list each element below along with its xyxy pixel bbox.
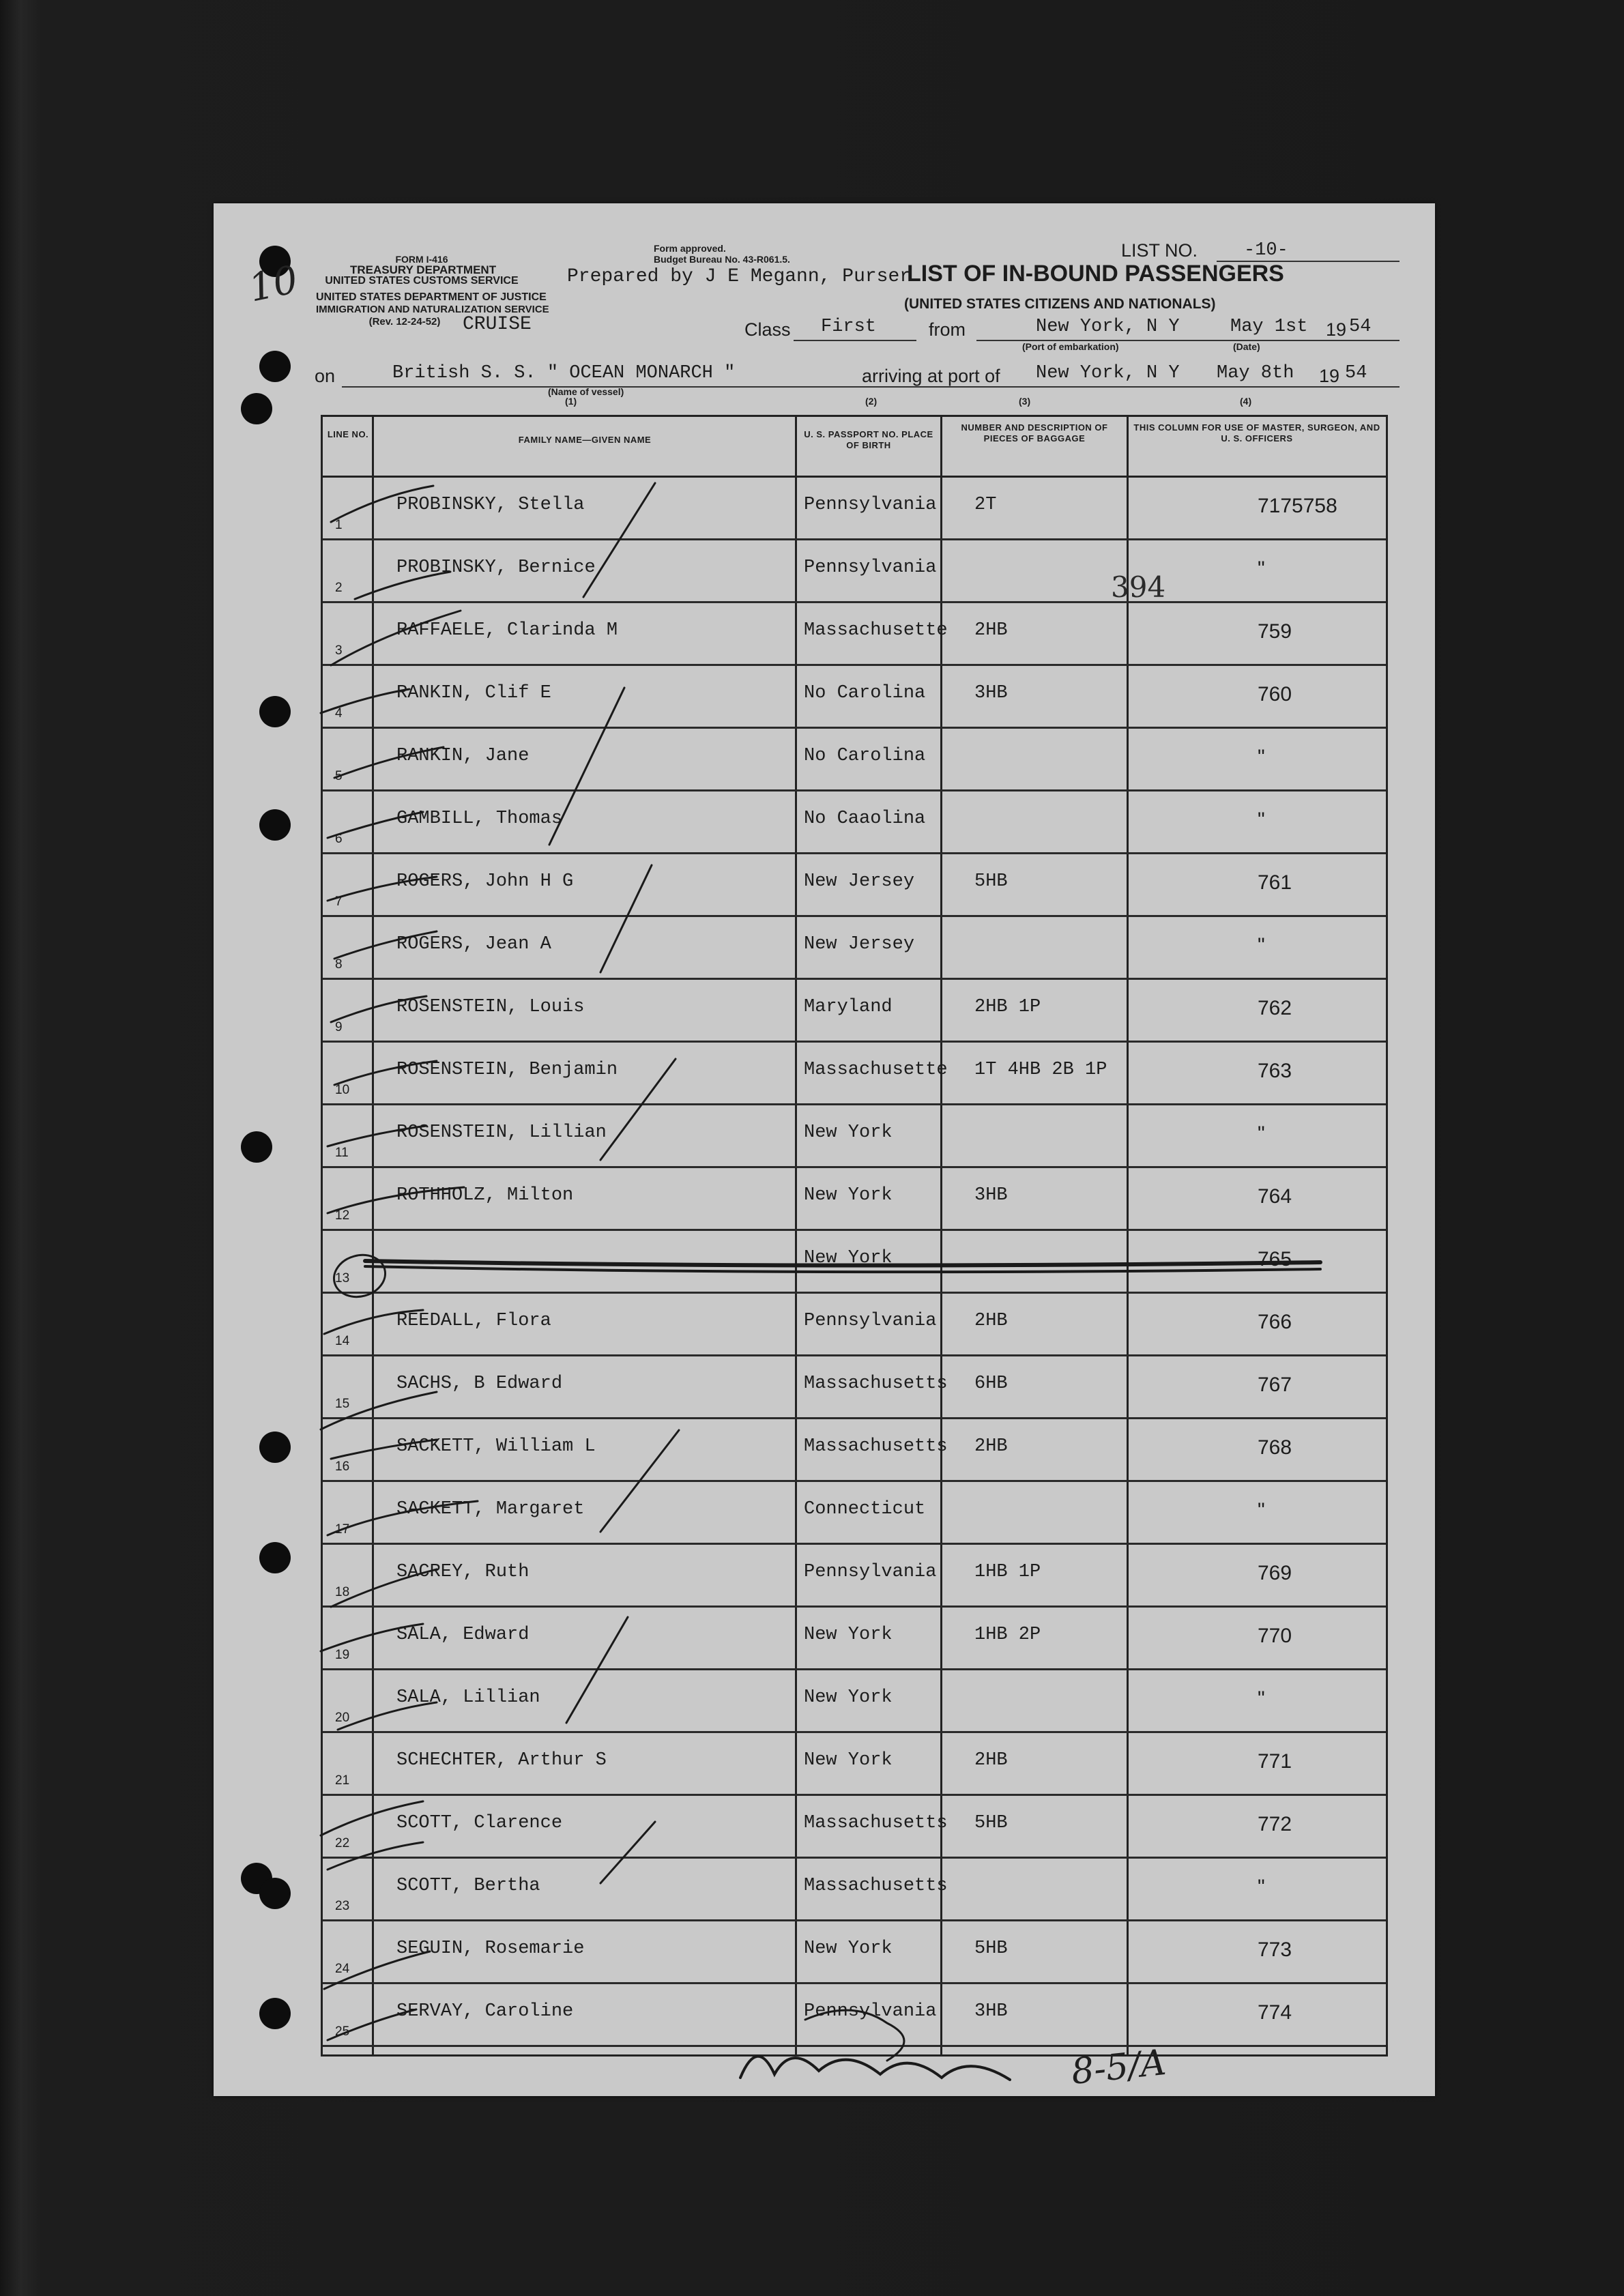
punch-hole	[259, 1878, 291, 1909]
passenger-name: SACKETT, William L	[396, 1436, 596, 1457]
officer-number: "	[1258, 934, 1265, 957]
officer-number: "	[1258, 809, 1265, 831]
line-number: 15	[335, 1397, 350, 1411]
line-number: 7	[335, 895, 343, 909]
treasury-dept: TREASURY DEPARTMENT	[350, 263, 497, 276]
vessel-caption: (Name of vessel)	[548, 386, 624, 397]
place-of-birth: Massachusette	[804, 1060, 948, 1080]
column-caption-3: (3)	[1019, 396, 1031, 407]
table-row	[323, 1731, 1386, 1796]
table-row	[323, 476, 1386, 540]
prepared-by: Prepared by J E Megann, Purser	[567, 266, 912, 287]
on-label: on	[315, 366, 336, 386]
line-number: 19	[335, 1648, 350, 1662]
officer-number: 771	[1258, 1750, 1292, 1773]
table-row	[323, 915, 1386, 980]
from-year-prefix: 19	[1326, 319, 1347, 340]
table-row	[323, 1668, 1386, 1733]
form-approved: Form approved.	[654, 243, 726, 254]
column-caption-4: (4)	[1240, 396, 1252, 407]
officer-number: 766	[1258, 1311, 1292, 1333]
header-baggage: NUMBER AND DESCRIPTION OF PIECES OF BAGGAGE	[961, 422, 1108, 444]
place-of-birth: Pennsylvania	[804, 1562, 937, 1582]
line-number: 13	[335, 1271, 350, 1285]
officer-number: "	[1258, 557, 1265, 580]
officer-number: 769	[1258, 1562, 1292, 1584]
place-of-birth: Massachusetts	[804, 1813, 948, 1833]
line-number: 6	[335, 832, 343, 846]
passenger-name: ROSENSTEIN, Lillian	[396, 1122, 607, 1143]
officer-number: 770	[1258, 1625, 1292, 1647]
table-header	[323, 417, 1386, 478]
passenger-name: GAMBILL, Thomas	[396, 809, 563, 829]
baggage: 1HB 1P	[974, 1562, 1041, 1582]
header-officers: THIS COLUMN FOR USE OF MASTER, SURGEON, AND U. S. OFFICERS	[1133, 422, 1380, 444]
class-line	[794, 340, 916, 341]
table-row	[323, 1041, 1386, 1105]
table-row	[323, 789, 1386, 854]
class-label: Class	[744, 319, 791, 340]
arrive-year-prefix: 19	[1319, 366, 1340, 386]
arriving-label: arriving at port of	[862, 366, 1000, 386]
baggage: 2HB 1P	[974, 997, 1041, 1017]
place-of-birth: Pennsylvania	[804, 495, 937, 515]
passenger-name: SACKETT, Margaret	[396, 1499, 585, 1520]
table-row	[323, 1229, 1386, 1294]
line-number: 23	[335, 1899, 350, 1913]
officer-number: 759	[1258, 620, 1292, 643]
passenger-name: ROSENSTEIN, Louis	[396, 997, 585, 1017]
line-number: 10	[335, 1083, 350, 1097]
officer-number: 761	[1258, 871, 1292, 894]
line-number: 17	[335, 1522, 350, 1537]
line-number: 16	[335, 1459, 350, 1474]
place-of-birth: Pennsylvania	[804, 1311, 937, 1331]
from-port: New York, N Y	[1036, 317, 1180, 337]
officer-number: 767	[1258, 1374, 1292, 1396]
passenger-name: RAFFAELE, Clarinda M	[396, 620, 618, 641]
officer-number: 772	[1258, 1813, 1292, 1835]
arrive-date: May 8th	[1217, 363, 1294, 383]
passenger-name: ROGERS, Jean A	[396, 934, 551, 955]
passenger-name: SACREY, Ruth	[396, 1562, 530, 1582]
place-of-birth: Pennsylvania	[804, 2001, 937, 2022]
list-subtitle: (UNITED STATES CITIZENS AND NATIONALS)	[904, 296, 1216, 312]
place-of-birth: New York	[804, 1625, 893, 1645]
table-row	[323, 1919, 1386, 1984]
budget-bureau: Budget Bureau No. 43-R061.5.	[654, 254, 790, 265]
row2-officer-note: 394	[1111, 570, 1166, 604]
place-of-birth: Massachusetts	[804, 1374, 948, 1394]
baggage: 1T 4HB 2B 1P	[974, 1060, 1107, 1080]
line-number: 14	[335, 1334, 350, 1348]
place-of-birth: New York	[804, 1185, 893, 1206]
passenger-name: ROTHHOLZ, Milton	[396, 1185, 574, 1206]
cruise-stamp: CRUISE	[463, 314, 532, 335]
baggage: 1HB 2P	[974, 1625, 1041, 1645]
officer-number: 765	[1258, 1248, 1292, 1270]
baggage: 2T	[974, 495, 997, 515]
officer-number: 760	[1258, 683, 1292, 706]
place-of-birth: No Caaolina	[804, 809, 926, 829]
passenger-name: SACHS, B Edward	[396, 1374, 563, 1394]
baggage: 3HB	[974, 1185, 1008, 1206]
place-of-birth: Massachusetts	[804, 1876, 948, 1896]
baggage: 5HB	[974, 871, 1008, 892]
header-name: FAMILY NAME—GIVEN NAME	[518, 435, 652, 445]
passenger-name: ROGERS, John H G	[396, 871, 574, 892]
place-of-birth: New York	[804, 1687, 893, 1708]
passenger-name: SALA, Lillian	[396, 1687, 540, 1708]
officer-number: 764	[1258, 1185, 1292, 1208]
passenger-name: SCOTT, Clarence	[396, 1813, 563, 1833]
passenger-name: REEDALL, Flora	[396, 1311, 551, 1331]
table-row	[323, 601, 1386, 666]
passenger-name: SCOTT, Bertha	[396, 1876, 540, 1896]
ins-service: IMMIGRATION AND NATURALIZATION SERVICE	[316, 304, 549, 315]
line-number: 20	[335, 1711, 350, 1725]
arrive-port: New York, N Y	[1036, 363, 1180, 383]
punch-hole	[259, 1998, 291, 2029]
revision: (Rev. 12-24-52)	[368, 316, 441, 328]
baggage: 5HB	[974, 1813, 1008, 1833]
passenger-table	[321, 415, 1388, 2057]
passenger-name: SEGUIN, Rosemarie	[396, 1938, 585, 1959]
class-value: First	[821, 317, 877, 337]
baggage: 2HB	[974, 1311, 1008, 1331]
baggage: 2HB	[974, 620, 1008, 641]
baggage: 3HB	[974, 683, 1008, 703]
header-line-no: LINE NO.	[327, 429, 369, 439]
baggage: 3HB	[974, 2001, 1008, 2022]
officer-number: "	[1258, 746, 1265, 768]
officer-number: 773	[1258, 1938, 1292, 1961]
passenger-name: SALA, Edward	[396, 1625, 530, 1645]
table-row	[323, 1982, 1386, 2047]
footer-signature-note: 8-5/A	[1069, 2041, 1168, 2093]
passenger-name: SERVAY, Caroline	[396, 2001, 574, 2022]
officer-number: "	[1258, 1122, 1265, 1145]
place-of-birth: Connecticut	[804, 1499, 926, 1520]
list-number-label: LIST NO.	[1121, 240, 1198, 261]
line-number: 12	[335, 1208, 350, 1223]
list-title: LIST OF IN-BOUND PASSENGERS	[907, 261, 1284, 287]
table-row	[323, 1417, 1386, 1482]
line-number: 11	[335, 1146, 349, 1160]
port-caption: (Port of embarkation)	[1022, 341, 1119, 352]
line-number: 18	[335, 1585, 350, 1599]
table-row	[323, 1794, 1386, 1859]
passenger-name: PROBINSKY, Stella	[396, 495, 585, 515]
table-row	[323, 1292, 1386, 1356]
punch-hole	[241, 393, 272, 424]
place-of-birth: No Carolina	[804, 683, 926, 703]
from-year: 54	[1349, 317, 1372, 337]
date-caption: (Date)	[1233, 341, 1260, 352]
line-number: 22	[335, 1836, 350, 1850]
punch-hole	[259, 1542, 291, 1573]
place-of-birth: New York	[804, 1938, 893, 1959]
from-date: May 1st	[1230, 317, 1308, 337]
form-number: FORM I-416	[395, 254, 448, 265]
table-row	[323, 664, 1386, 729]
table-row	[323, 1166, 1386, 1231]
baggage: 5HB	[974, 1938, 1008, 1959]
table-row	[323, 1354, 1386, 1419]
line-number: 8	[335, 957, 343, 972]
line-number: 9	[335, 1020, 343, 1034]
line-number: 4	[335, 706, 343, 721]
list-number: -10-	[1244, 240, 1288, 261]
passenger-name: PROBINSKY, Bernice	[396, 557, 596, 578]
table-row	[323, 1605, 1386, 1670]
table-row	[323, 852, 1386, 917]
column-caption-2: (2)	[865, 396, 878, 407]
line-number: 1	[335, 518, 343, 532]
header-passport: U. S. PASSPORT NO. PLACE OF BIRTH	[804, 429, 933, 450]
place-of-birth: Massachusetts	[804, 1436, 948, 1457]
place-of-birth: Massachusette	[804, 620, 948, 641]
from-label: from	[929, 319, 966, 340]
arrive-line	[1026, 386, 1400, 388]
line-number: 24	[335, 1962, 350, 1976]
table-row	[323, 538, 1386, 603]
baggage: 2HB	[974, 1750, 1008, 1771]
place-of-birth: New Jersey	[804, 934, 915, 955]
punch-hole	[259, 351, 291, 382]
baggage: 2HB	[974, 1436, 1008, 1457]
passenger-name: RANKIN, Jane	[396, 746, 530, 766]
line-number: 25	[335, 2024, 350, 2039]
line-number: 3	[335, 643, 343, 658]
officer-number: 7175758	[1258, 495, 1337, 517]
punch-hole	[259, 1432, 291, 1463]
place-of-birth: No Carolina	[804, 746, 926, 766]
table-row	[323, 727, 1386, 791]
officer-number: 763	[1258, 1060, 1292, 1082]
place-of-birth: Pennsylvania	[804, 557, 937, 578]
place-of-birth: Maryland	[804, 997, 893, 1017]
line-number: 5	[335, 769, 343, 783]
passenger-name: ROSENSTEIN, Benjamin	[396, 1060, 618, 1080]
vessel-name: British S. S. " OCEAN MONARCH "	[392, 363, 736, 383]
customs-service: UNITED STATES CUSTOMS SERVICE	[325, 275, 519, 287]
place-of-birth: New York	[804, 1750, 893, 1771]
punch-hole	[259, 809, 291, 841]
column-caption-1: (1)	[565, 396, 577, 407]
officer-number: 774	[1258, 2001, 1292, 2024]
place-of-birth: New York	[804, 1122, 893, 1143]
line-number: 2	[335, 581, 343, 595]
table-row	[323, 1857, 1386, 1921]
officer-number: 762	[1258, 997, 1292, 1019]
passenger-name: SCHECHTER, Arthur S	[396, 1750, 607, 1771]
table-row	[323, 1480, 1386, 1545]
place-of-birth: New Jersey	[804, 871, 915, 892]
passenger-name: RANKIN, Clif E	[396, 683, 551, 703]
table-row	[323, 1543, 1386, 1608]
officer-number: "	[1258, 1876, 1265, 1898]
line-number: 21	[335, 1773, 350, 1788]
punch-hole	[259, 696, 291, 727]
table-row	[323, 978, 1386, 1043]
officer-number: 768	[1258, 1436, 1292, 1459]
table-row	[323, 1103, 1386, 1168]
officer-number: "	[1258, 1499, 1265, 1522]
margin-mark: 10	[245, 257, 302, 311]
officer-number: "	[1258, 1687, 1265, 1710]
justice-dept: UNITED STATES DEPARTMENT OF JUSTICE	[316, 291, 547, 303]
punch-hole	[241, 1131, 272, 1163]
arrive-year: 54	[1345, 363, 1367, 383]
baggage: 6HB	[974, 1374, 1008, 1394]
place-of-birth: New York	[804, 1248, 893, 1268]
